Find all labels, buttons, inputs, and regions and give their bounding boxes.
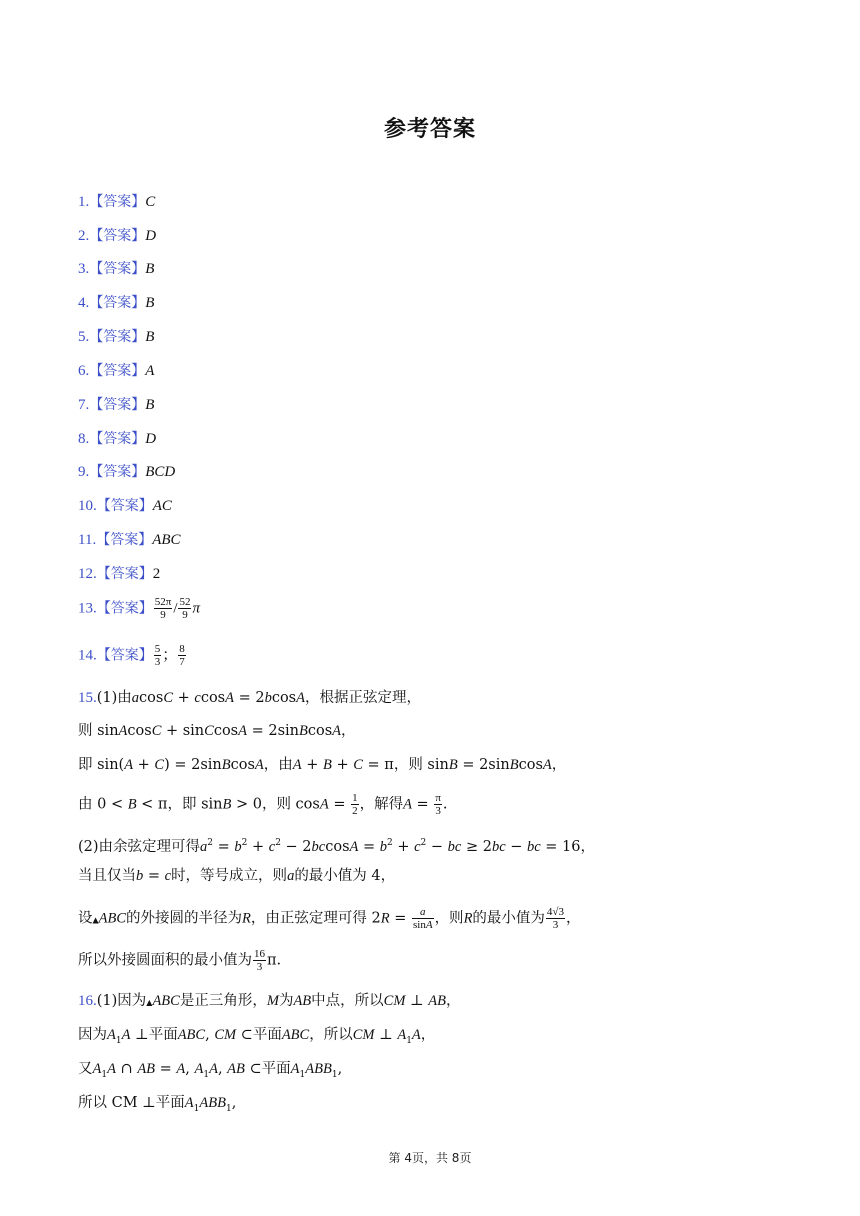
answer-tag: 【答案】 bbox=[89, 261, 146, 277]
answer-number: 10. bbox=[78, 498, 97, 514]
answer-row bbox=[78, 529, 181, 550]
answer-number: 1. bbox=[78, 194, 90, 210]
page-footer: 第 4页，共 8页 bbox=[388, 1151, 472, 1165]
answer-number: 14. bbox=[78, 647, 97, 664]
fraction-8-over-7: $\frac{8}{7}$ bbox=[179, 643, 185, 668]
q16-number: 16. bbox=[78, 993, 97, 1009]
answer-tag: 【答案】 bbox=[96, 532, 153, 548]
answer-value: A bbox=[145, 363, 155, 379]
q15-line-5: (2)由余弦定理可得$a^2 = b^2 + c^2 - 2bccosA = b^2 + c^2$ − bc ≥ 2bc − bc = 16， bbox=[78, 838, 596, 855]
answer-value: 2 bbox=[152, 566, 161, 582]
answer-row bbox=[78, 258, 154, 279]
answer-row bbox=[78, 225, 156, 246]
answer-value: B bbox=[145, 397, 155, 413]
answer-tag: 【答案】 bbox=[89, 431, 146, 447]
answer-row bbox=[78, 191, 155, 212]
answer-tag: 【答案】 bbox=[89, 397, 146, 413]
q15-line-7: 设▲ABC的外接圆的半径为R，由正弦定理可得 2R = $\frac{a}{\sin A}$ ，则R的最小值为 $\frac{4√3}{3}$ ， bbox=[78, 906, 581, 931]
q16-line-3: 又$A_1A$ ∩ AB = A, $A_1A$, AB ⊂平面$A_1ABB_1$, bbox=[78, 1061, 343, 1080]
answer-row bbox=[78, 495, 172, 516]
answer-value: BCD bbox=[145, 464, 176, 480]
answer-value: B bbox=[145, 295, 155, 311]
answer-row bbox=[78, 326, 154, 347]
answer-value: B bbox=[145, 329, 155, 345]
answer-row bbox=[78, 461, 175, 482]
q15-line-1: 15.(1)由acosC + ccosA = 2bcosA，根据正弦定理， bbox=[78, 690, 421, 706]
answer-row bbox=[78, 360, 154, 381]
answer-number: 8. bbox=[78, 431, 90, 447]
answer-value: ABC bbox=[152, 532, 181, 548]
q15-number: 15. bbox=[78, 690, 97, 706]
answer-value: B bbox=[145, 261, 155, 277]
answer-tag: 【答案】 bbox=[89, 228, 146, 244]
fraction-52pi-over-9: $\frac{52\pi}{9}$ bbox=[154, 596, 172, 621]
answer-number: 6. bbox=[78, 363, 90, 379]
q16-line-2: 因为$A_1A$ ⊥平面ABC, CM ⊂平面ABC，所以CM ⊥ $A_1A$， bbox=[78, 1027, 436, 1046]
fraction-52-over-9: $\frac{52}{9}$ bbox=[179, 596, 191, 621]
answer-number: 12. bbox=[78, 566, 97, 582]
q15-line-2: 则 sinAcosC + sinCcosA = 2sinBcosA， bbox=[78, 723, 356, 739]
q15-line-6: 当且仅当b = c时，等号成立，则a的最小值为 4， bbox=[78, 868, 396, 884]
answer-row bbox=[78, 563, 160, 584]
answer-number: 3. bbox=[78, 261, 90, 277]
answer-number: 7. bbox=[78, 397, 90, 413]
answer-tag: 【答案】 bbox=[89, 464, 146, 480]
answer-value: AC bbox=[152, 498, 172, 514]
answer-row bbox=[78, 394, 154, 415]
answer-tag: 【答案】 bbox=[89, 329, 146, 345]
answer-tag: 【答案】 bbox=[96, 566, 153, 582]
answer-tag: 【答案】 bbox=[96, 600, 153, 617]
answer-tag: 【答案】 bbox=[89, 194, 146, 210]
answer-number: 13. bbox=[78, 600, 97, 617]
answer-value: D bbox=[145, 431, 157, 447]
answer-tag: 【答案】 bbox=[96, 647, 153, 664]
answer-number: 2. bbox=[78, 228, 90, 244]
answer-row bbox=[78, 428, 156, 449]
fraction-5-over-3: $\frac{5}{3}$ bbox=[154, 643, 161, 668]
q15-line-8: 所以外接圆面积的最小值为 $\frac{16}{3}$ π. bbox=[78, 948, 282, 973]
answer-row: 14.【答案】 $\frac{5}{3}$ ； $\frac{8}{7}$ bbox=[78, 643, 185, 668]
q15-line-4: 由 0 < B < π，即 sinB > 0，则 cosA = $\frac{1}{2}$ ，解得A = $\frac{\pi}{3}$ . bbox=[78, 792, 448, 817]
answer-value: C bbox=[145, 194, 156, 210]
answer-row bbox=[78, 292, 154, 313]
answer-number: 5. bbox=[78, 329, 90, 345]
answer-number: 11. bbox=[78, 532, 97, 548]
page-title: 参考答案 bbox=[383, 117, 476, 142]
answer-tag: 【答案】 bbox=[89, 295, 146, 311]
answer-tag: 【答案】 bbox=[89, 363, 146, 379]
answer-value: D bbox=[145, 228, 157, 244]
answer-number: 4. bbox=[78, 295, 90, 311]
answer-tag: 【答案】 bbox=[96, 498, 153, 514]
q16-line-4: 所以 CM ⊥平面$A_1ABB_1$, bbox=[78, 1095, 237, 1114]
q16-line-1: 16.(1)因为▲ABC是正三角形，M为AB中点，所以CM ⊥ AB， bbox=[78, 993, 461, 1009]
answer-number: 9. bbox=[78, 464, 90, 480]
q15-line-3: 即 sin(A + C) = 2sinBcosA，由A + B + C = π，则 sinB = 2sinBcosA， bbox=[78, 757, 567, 773]
answer-row: 13.【答案】 $\frac{52\pi}{9}$ / $\frac{52}{9}$ π bbox=[78, 596, 200, 621]
